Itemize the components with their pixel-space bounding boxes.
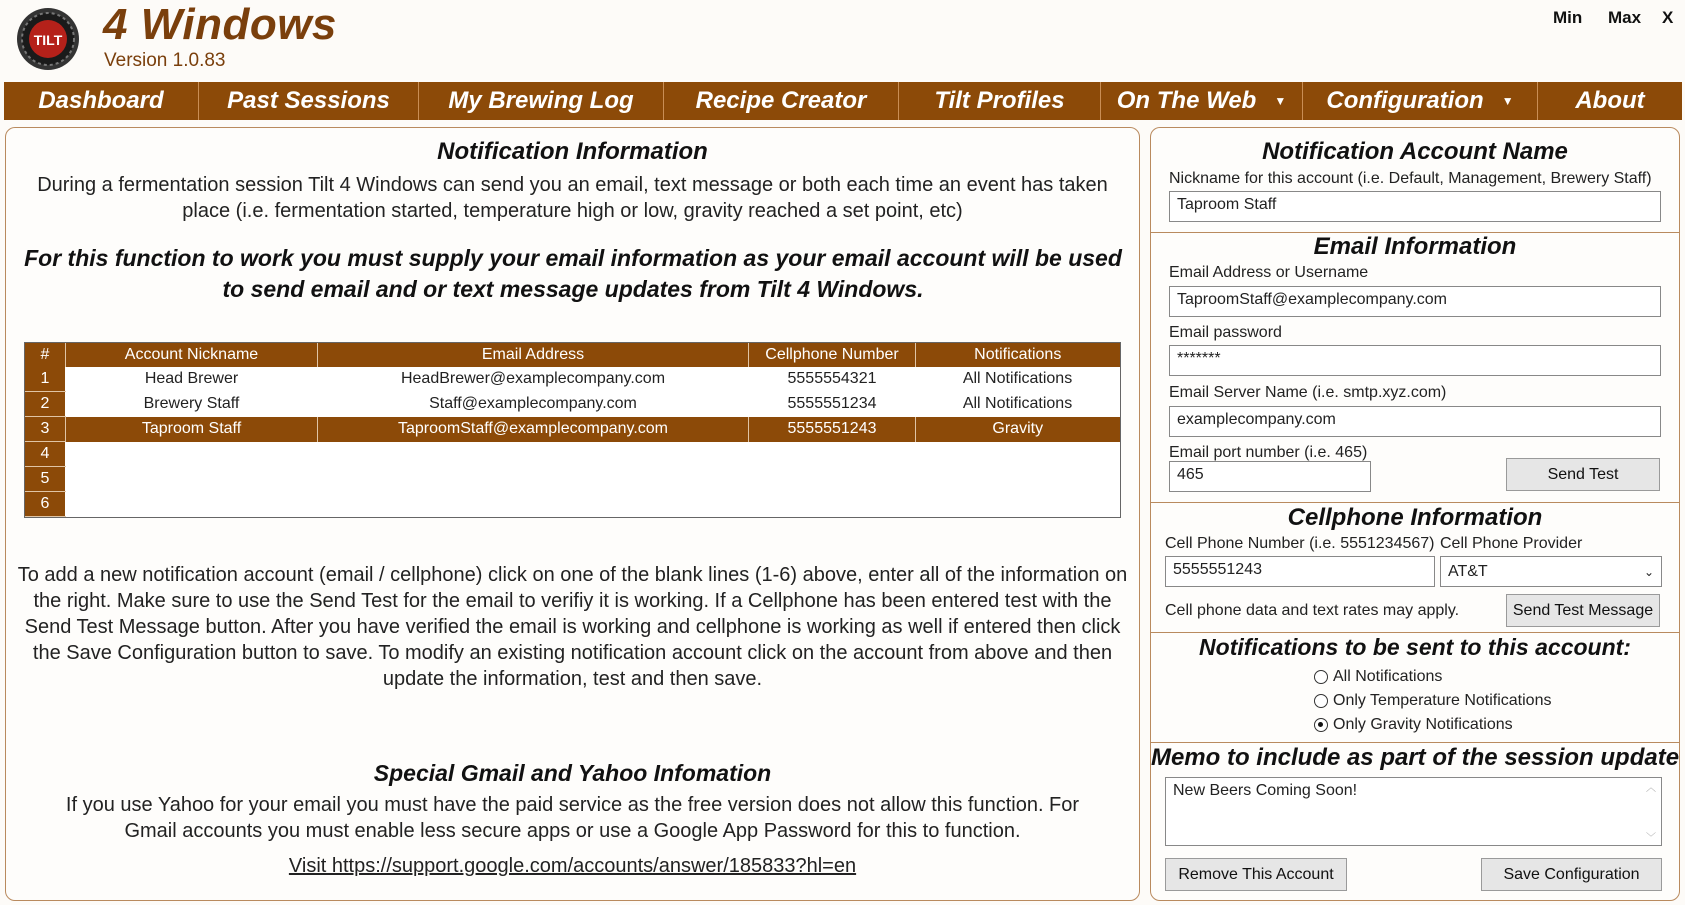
app-title: 4 Windows — [103, 0, 337, 49]
cell-provider-value: AT&T — [1448, 562, 1488, 580]
save-configuration-button[interactable]: Save Configuration — [1481, 858, 1662, 891]
memo-heading: Memo to include as part of the session update — [1150, 744, 1680, 771]
nav-label: Recipe Creator — [695, 87, 867, 114]
svg-text:TILT: TILT — [33, 32, 63, 48]
cell-nickname: Head Brewer — [66, 367, 318, 392]
send-test-button[interactable]: Send Test — [1506, 458, 1660, 491]
notifications-heading: Notifications to be sent to this account: — [1199, 634, 1631, 660]
table-row[interactable] — [25, 442, 1120, 467]
cell-nickname: Brewery Staff — [66, 392, 318, 417]
memo-scrollbar[interactable] — [1643, 779, 1659, 844]
scroll-down-icon[interactable]: ﹀ — [1646, 833, 1656, 844]
scroll-up-icon[interactable]: ︿ — [1646, 783, 1656, 794]
row-number: 4 — [25, 442, 66, 467]
account-name-heading: Notification Account Name — [1262, 138, 1568, 165]
cellphone-info-heading: Cellphone Information — [1287, 504, 1543, 531]
section-divider — [1151, 632, 1679, 633]
cell-cellphone: 5555551243 — [749, 417, 916, 442]
nav-past-sessions[interactable] — [199, 82, 419, 120]
cell-number-field[interactable]: 5555551243 — [1165, 556, 1435, 587]
cell-notifications: Gravity — [916, 417, 1120, 442]
send-test-message-button[interactable]: Send Test Message — [1506, 594, 1660, 627]
cell-cellphone: 5555551234 — [749, 392, 916, 417]
cell-provider-label: Cell Phone Provider — [1440, 535, 1583, 552]
radio-label: Only Temperature Notifications — [1333, 692, 1552, 709]
row-number: 1 — [25, 367, 66, 392]
nickname-label: Nickname for this account (i.e. Default, Management, Brewery Staff) — [1169, 170, 1652, 187]
table-row[interactable] — [25, 392, 1120, 417]
col-header-notifications: Notifications — [916, 343, 1120, 367]
nav-label: My Brewing Log — [448, 87, 634, 114]
chevron-down-icon: ⌄ — [1643, 564, 1654, 579]
cell-number-label: Cell Phone Number (i.e. 5551234567) — [1165, 535, 1435, 552]
warning-text: For this function to work you must supply your email information as your email account will be used to send email and or text message updates from Tilt 4 Windows. — [24, 245, 1122, 302]
radio-gravity-notifications[interactable] — [1314, 716, 1513, 734]
server-field[interactable]: examplecompany.com — [1169, 406, 1661, 437]
radio-all-notifications[interactable] — [1314, 668, 1442, 686]
col-header-nickname: Account Nickname — [66, 343, 318, 367]
memo-textarea[interactable] — [1165, 777, 1662, 846]
nav-on-the-web[interactable] — [1101, 82, 1303, 120]
chevron-down-icon: ▼ — [1501, 94, 1514, 108]
radio-temperature-notifications[interactable] — [1314, 692, 1551, 710]
nav-label: Dashboard — [38, 87, 164, 114]
email-field[interactable]: TaproomStaff@examplecompany.com — [1169, 286, 1661, 317]
cell-notifications: All Notifications — [916, 392, 1120, 417]
nav-recipe-creator[interactable] — [664, 82, 899, 120]
col-header-number: # — [25, 343, 66, 367]
app-version: Version 1.0.83 — [104, 50, 226, 71]
radio-label: Only Gravity Notifications — [1333, 716, 1513, 733]
maximize-button[interactable]: Max — [1608, 8, 1642, 27]
password-field[interactable]: ******* — [1169, 345, 1661, 376]
cell-email: HeadBrewer@examplecompany.com — [318, 367, 749, 392]
radio-circle-icon — [1314, 718, 1328, 732]
cell-nickname: Taproom Staff — [66, 417, 318, 442]
row-number: 6 — [25, 492, 66, 517]
intro-text: During a fermentation session Tilt 4 Windows can send you an email, text message or both each time an event has taken place (i.e. fermentation started, temperature high or low, gravity reached a set point, etc) — [37, 174, 1108, 222]
special-info-heading: Special Gmail and Yahoo Infomation — [373, 760, 772, 786]
radio-circle-icon — [1314, 694, 1328, 708]
close-button[interactable]: X — [1662, 8, 1674, 27]
cell-email: TaproomStaff@examplecompany.com — [318, 417, 749, 442]
server-label: Email Server Name (i.e. smtp.xyz.com) — [1169, 384, 1447, 401]
nav-my-brewing-log[interactable] — [419, 82, 664, 120]
nav-label: Past Sessions — [227, 87, 390, 114]
chevron-down-icon: ▼ — [1274, 94, 1287, 108]
nav-label: Tilt Profiles — [934, 87, 1065, 114]
password-label: Email password — [1169, 324, 1282, 341]
table-row[interactable] — [25, 367, 1120, 392]
row-number: 2 — [25, 392, 66, 417]
memo-text: New Beers Coming Soon! — [1173, 782, 1358, 799]
tilt-logo — [12, 6, 84, 72]
col-header-email: Email Address — [318, 343, 749, 367]
nav-label: About — [1575, 87, 1645, 114]
cell-notifications: All Notifications — [916, 367, 1120, 392]
notification-info-heading: Notification Information — [437, 138, 708, 165]
cell-provider-select[interactable] — [1440, 556, 1662, 587]
port-label: Email port number (i.e. 465) — [1169, 444, 1368, 461]
radio-circle-icon — [1314, 670, 1328, 684]
nav-about[interactable] — [1538, 82, 1682, 120]
nickname-field[interactable]: Taproom Staff — [1169, 191, 1661, 222]
table-row[interactable] — [25, 467, 1120, 492]
remove-account-button[interactable]: Remove This Account — [1165, 858, 1347, 891]
accounts-table — [24, 342, 1121, 518]
radio-label: All Notifications — [1333, 668, 1443, 685]
nav-label: On The Web — [1116, 87, 1257, 114]
minimize-button[interactable]: Min — [1553, 8, 1583, 27]
nav-dashboard[interactable] — [4, 82, 199, 120]
col-header-cellphone: Cellphone Number — [749, 343, 916, 367]
row-number: 3 — [25, 417, 66, 442]
table-row[interactable] — [25, 492, 1120, 517]
cell-cellphone: 5555554321 — [749, 367, 916, 392]
google-support-link[interactable]: Visit https://support.google.com/accounts/answer/185833?hl=en — [288, 855, 857, 877]
port-field[interactable]: 465 — [1169, 461, 1371, 492]
table-row-selected[interactable] — [25, 417, 1120, 442]
instructions-text: To add a new notification account (email / cellphone) click on one of the blank lines (1-6) above, enter all of the information on the right. Make sure to use the Send Test for the email to verifiy it is working. If a Cellphone has been entered test with the Send Test Message button. After you have verified the email is working and cellphone is working as well if entered then click the Save Configuration button to save. To modify an existing notification account click on the account from above and then update the information, test and then save. — [17, 564, 1128, 690]
row-number: 5 — [25, 467, 66, 492]
nav-tilt-profiles[interactable] — [899, 82, 1101, 120]
cell-email: Staff@examplecompany.com — [318, 392, 749, 417]
nav-label: Configuration — [1326, 87, 1484, 114]
nav-configuration[interactable] — [1303, 82, 1538, 120]
special-info-text: If you use Yahoo for your email you must have the paid service as the free version does not allow this function. For Gmail accounts you must enable less secure apps or use a Google App Password for this to function. — [65, 794, 1080, 842]
email-info-heading: Email Information — [1313, 233, 1517, 260]
main-nav — [4, 82, 1682, 120]
email-label: Email Address or Username — [1169, 264, 1369, 281]
section-divider — [1151, 742, 1679, 743]
rates-note: Cell phone data and text rates may apply. — [1165, 602, 1460, 619]
section-divider — [1151, 502, 1679, 503]
